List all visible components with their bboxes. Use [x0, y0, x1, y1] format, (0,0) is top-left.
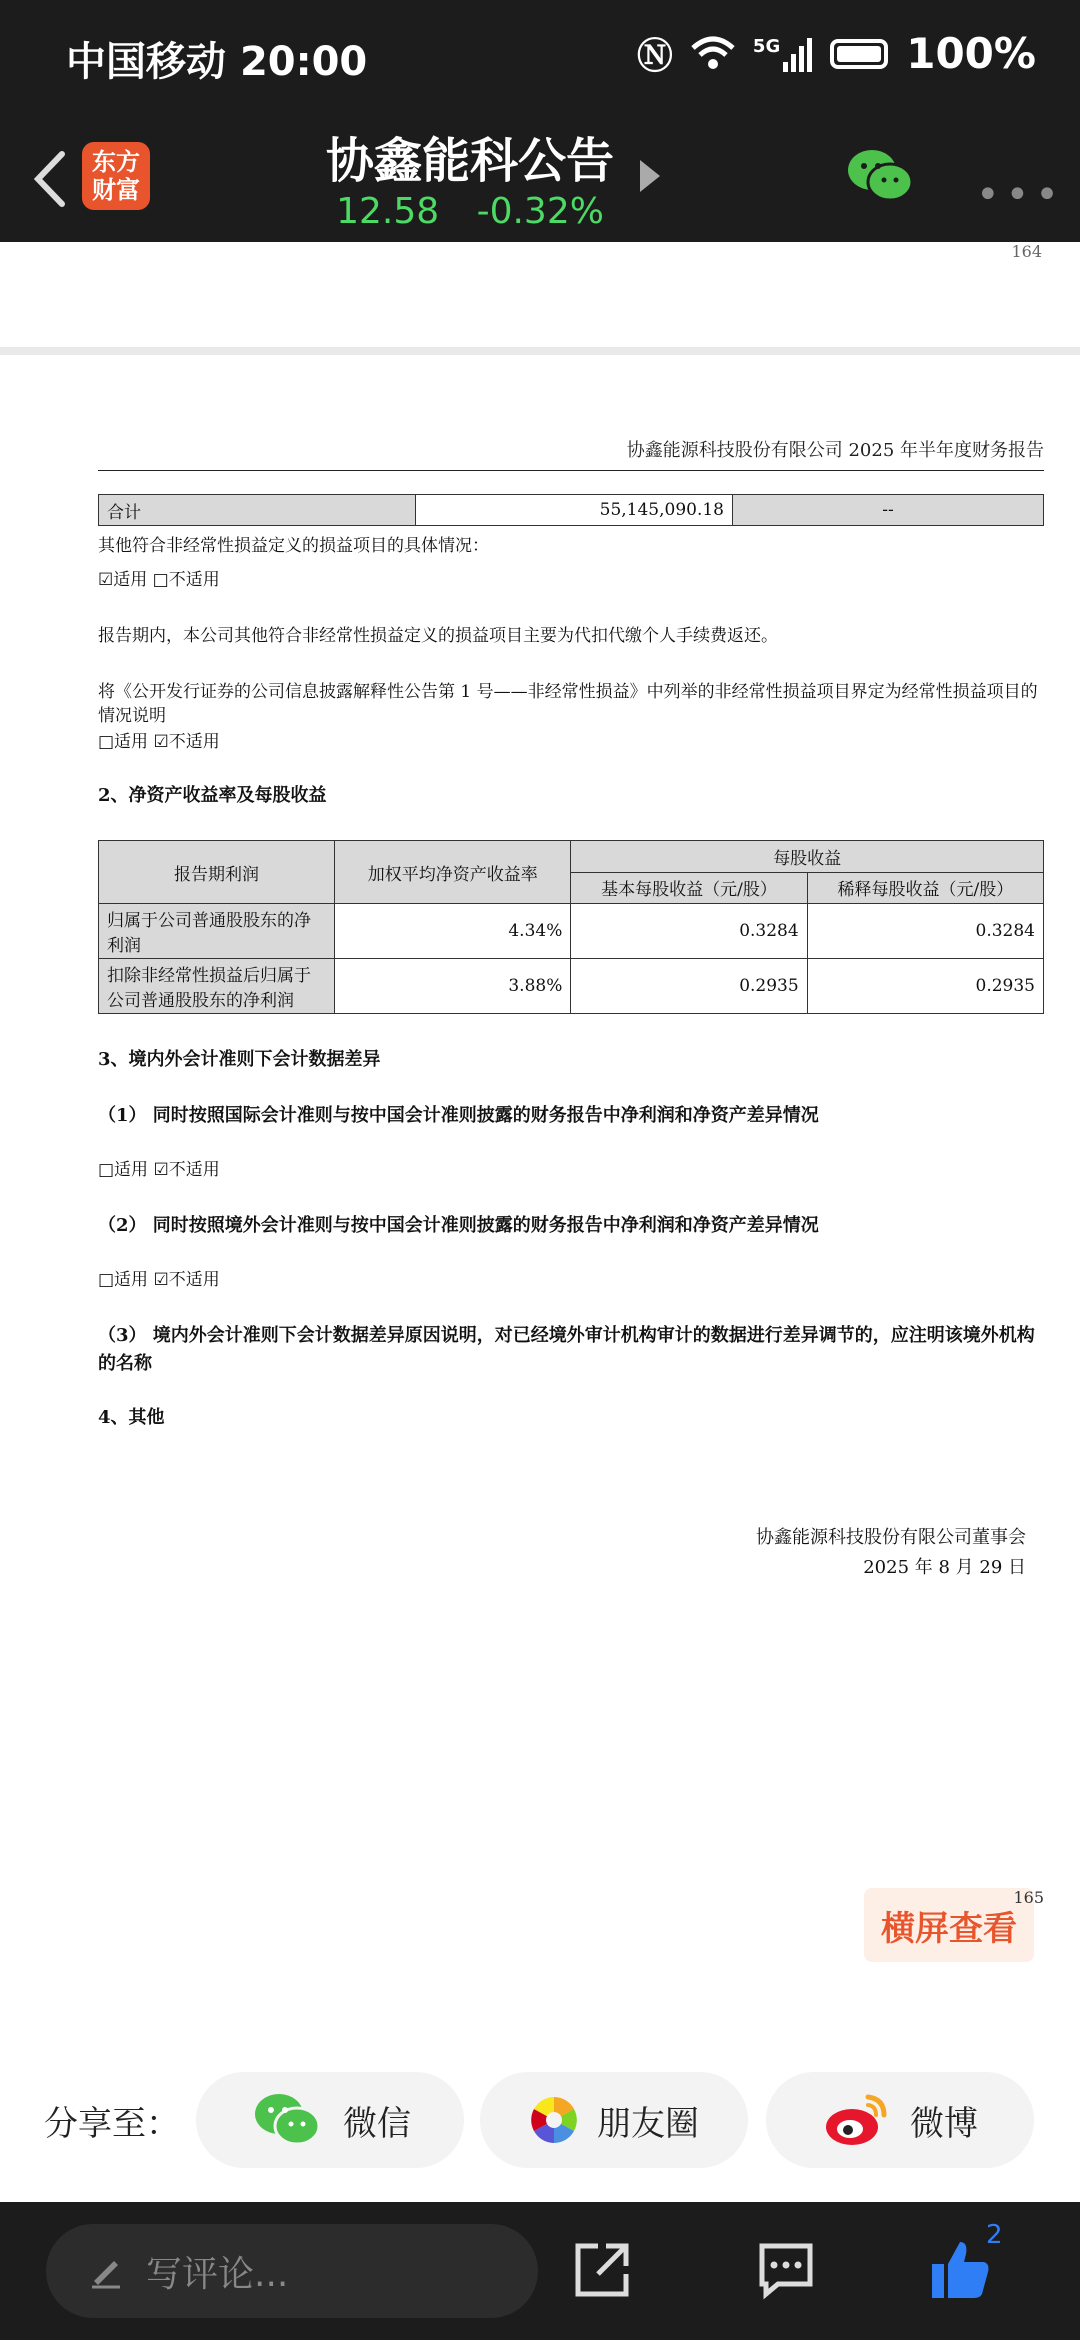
eps-table [98, 840, 1044, 1014]
share-moments-label: 朋友圈 [597, 2103, 699, 2144]
row-roe: 3.88% [335, 959, 571, 1014]
clock: 20:00 [239, 39, 368, 85]
battery-icon [830, 39, 888, 69]
nfc-icon: Ⓝ [636, 36, 673, 77]
paragraph-3: 将《公开发行证券的公司信息披露解释性公告第 1 号——非经常性损益》中列举的非经常性损益项目界定为经常性损益项目的情况说明 [98, 682, 1038, 726]
section-4-title: 4、其他 [98, 1407, 165, 1428]
choice-4: □适用 ☑不适用 [98, 1270, 220, 1290]
table-row [99, 959, 1044, 1014]
wechat-icon [249, 2090, 325, 2150]
page-separator [0, 347, 1080, 355]
bottom-bar [0, 2202, 1080, 2340]
doc-header: 协鑫能源科技股份有限公司 2025 年半年度财务报告 [98, 436, 1044, 471]
section-3-1: （1） 同时按照国际会计准则与按中国会计准则披露的财务报告中净利润和净资产差异情况 [98, 1105, 819, 1126]
header-basic-eps: 基本每股收益（元/股） [571, 872, 807, 904]
moments-aperture-icon [529, 2095, 579, 2145]
wifi-icon [691, 36, 735, 72]
share-out-icon[interactable] [572, 2240, 632, 2300]
stock-change: -0.32% [476, 191, 604, 232]
page-number-top: 164 [1011, 242, 1042, 261]
section-3-3: （3） 境内外会计准则下会计数据差异原因说明，对已经境外审计机构审计的数据进行差异调节的，应注明该境外机构的名称 [98, 1325, 1035, 1374]
paragraph-1: 其他符合非经常性损益定义的损益项目的具体情况： [98, 536, 489, 556]
sum-value: 55,145,090.18 [416, 495, 733, 526]
status-bar [0, 0, 1080, 120]
signal-icon [753, 36, 812, 72]
back-arrow-icon[interactable] [22, 144, 82, 214]
weibo-icon [822, 2091, 892, 2149]
share-wechat-button[interactable] [196, 2072, 464, 2168]
title-block [320, 120, 620, 232]
row-label: 扣除非经常性损益后归属于公司普通股股东的净利润 [99, 959, 335, 1014]
comments-icon[interactable] [756, 2240, 816, 2300]
logo-text-2: 财富 [92, 176, 140, 204]
row-roe: 4.34% [335, 904, 571, 959]
header-profit: 报告期利润 [99, 841, 335, 904]
landscape-view-button[interactable]: 横屏查看 [864, 1888, 1034, 1962]
sum-table [98, 494, 1044, 526]
choice-1: ☑适用 □不适用 [98, 570, 220, 590]
wechat-share-icon[interactable] [846, 146, 914, 206]
thumbs-up-icon[interactable] [928, 2238, 992, 2302]
pencil-icon [86, 2251, 126, 2291]
row-label: 归属于公司普通股股东的净利润 [99, 904, 335, 959]
share-weibo-label: 微博 [910, 2103, 978, 2144]
like-count: 2 [986, 2220, 1003, 2250]
top-nav [0, 120, 1080, 242]
section-3-2: （2） 同时按照境外会计准则与按中国会计准则披露的财务报告中净利润和净资产差异情况 [98, 1215, 819, 1236]
logo-text-1: 东方 [92, 148, 140, 176]
header-roe: 加权平均净资产收益率 [335, 841, 571, 904]
status-right [637, 28, 1036, 79]
share-label: 分享至： [44, 2104, 180, 2144]
share-wechat-label: 微信 [343, 2103, 411, 2144]
app-logo[interactable] [82, 142, 150, 210]
more-options-icon[interactable]: ••• [976, 172, 1065, 218]
sign-date: 2025 年 8 月 29 日 [863, 1557, 1026, 1578]
row-diluted: 0.3284 [807, 904, 1043, 959]
play-triangle-icon[interactable] [640, 160, 660, 192]
sum-other: -- [733, 495, 1044, 526]
comment-input[interactable] [46, 2224, 538, 2318]
share-bar [0, 2072, 1080, 2202]
status-left [66, 30, 367, 87]
page-title: 协鑫能科公告 [325, 133, 614, 189]
paragraph-2: 报告期内，本公司其他符合非经常性损益定义的损益项目主要为代扣代缴个人手续费返还。 [98, 626, 778, 646]
table-row [99, 841, 1044, 873]
row-basic: 0.3284 [571, 904, 807, 959]
stock-price: 12.58 [336, 191, 440, 232]
stock-quote [320, 191, 620, 232]
comment-placeholder: 写评论... [146, 2253, 289, 2295]
network-type: 5G [752, 35, 781, 57]
choice-2: □适用 ☑不适用 [98, 732, 220, 752]
header-diluted-eps: 稀释每股收益（元/股） [807, 872, 1043, 904]
row-diluted: 0.2935 [807, 959, 1043, 1014]
document-viewer[interactable] [0, 242, 1080, 2072]
sum-label: 合计 [99, 495, 416, 526]
table-row [99, 495, 1044, 526]
share-weibo-button[interactable] [766, 2072, 1034, 2168]
page-number-bottom: 165 [1013, 1888, 1044, 1907]
section-2-title: 2、净资产收益率及每股收益 [98, 785, 327, 806]
header-eps: 每股收益 [571, 841, 1044, 873]
table-row [99, 904, 1044, 959]
battery-percent: 100% [906, 29, 1036, 78]
row-basic: 0.2935 [571, 959, 807, 1014]
signer: 协鑫能源科技股份有限公司董事会 [756, 1527, 1026, 1548]
choice-3: □适用 ☑不适用 [98, 1160, 220, 1180]
share-moments-button[interactable] [480, 2072, 748, 2168]
section-3-title: 3、境内外会计准则下会计数据差异 [98, 1049, 381, 1070]
carrier: 中国移动 [66, 39, 226, 85]
